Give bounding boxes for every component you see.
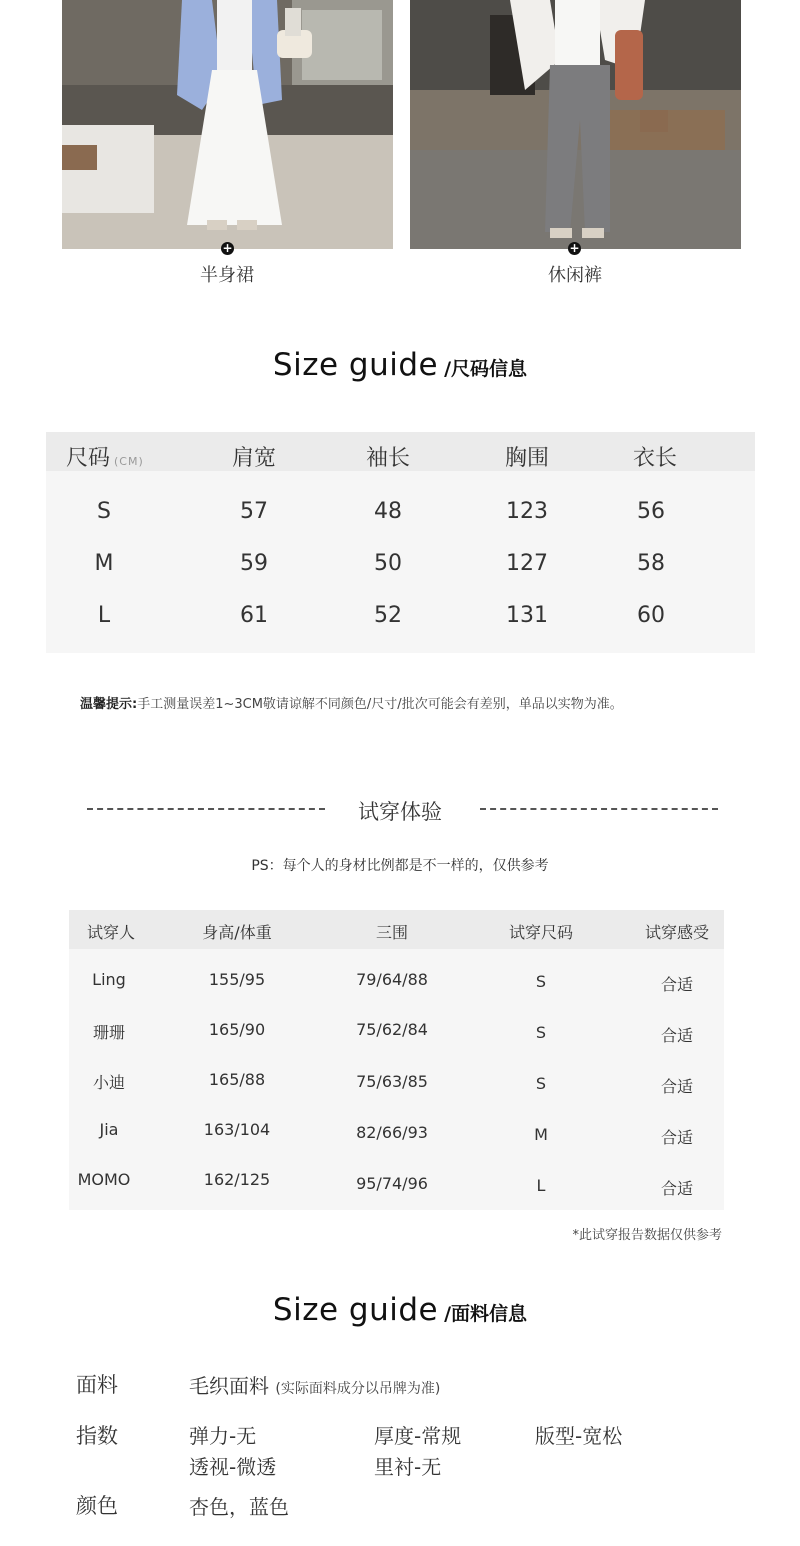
fabric-material-text: 毛织面料: [189, 1374, 269, 1398]
try-row-height-weight: 162/125: [203, 1170, 271, 1189]
unit-label: (CM): [114, 455, 144, 468]
size-row-size: L: [97, 603, 111, 628]
size-header-length: 衣长: [632, 446, 677, 471]
size-row-value: 127: [506, 551, 548, 576]
size-row-value: 57: [240, 499, 268, 524]
try-row-size: S: [535, 1023, 547, 1042]
plus-icon: +: [222, 241, 233, 255]
fabric-color-label: 颜色: [76, 1494, 118, 1518]
size-guide-heading: Size guide: [272, 347, 439, 383]
try-on-title: 试穿体验: [358, 800, 442, 824]
fabric-material-label: 面料: [76, 1373, 118, 1397]
size-guide-title: [0, 347, 800, 383]
try-row-measurements: 75/63/85: [356, 1072, 428, 1091]
size-header-chest: 胸围: [504, 446, 549, 471]
fabric-title: [0, 1292, 800, 1328]
try-row-height-weight: 165/88: [208, 1070, 266, 1089]
try-on-ps: PS：每个人的身材比例都是不一样的，仅供参考: [251, 858, 549, 874]
photo-caption-pants: 休闲裤: [548, 265, 602, 286]
plus-icon: +: [569, 241, 580, 255]
fabric-index-thickness: 厚度-常规: [374, 1424, 462, 1448]
try-row-size: M: [534, 1125, 548, 1144]
try-row-measurements: 95/74/96: [356, 1174, 428, 1193]
fabric-index-fit: 版型-宽松: [535, 1424, 623, 1448]
try-header-size: 试穿尺码: [508, 923, 573, 942]
size-row-value: 131: [506, 603, 548, 628]
try-row-feel: 合适: [660, 1179, 693, 1198]
try-row-height-weight: 163/104: [203, 1120, 271, 1139]
try-row-height-weight: 155/95: [208, 970, 266, 989]
fabric-index-lining: 里衬-无: [374, 1455, 442, 1479]
photo-skirt-outfit: [62, 0, 393, 249]
try-row-feel: 合适: [660, 1077, 693, 1096]
size-table: [46, 432, 755, 653]
try-row-height-weight: 165/90: [208, 1020, 266, 1039]
size-row-value: 48: [374, 499, 402, 524]
size-row-value: 123: [506, 499, 548, 524]
size-row-value: 59: [240, 551, 268, 576]
fabric-color-value: 杏色，蓝色: [189, 1495, 289, 1519]
try-row-measurements: 82/66/93: [356, 1123, 428, 1142]
size-row-value: 56: [637, 499, 665, 524]
size-row-value: 61: [240, 603, 268, 628]
size-row-value: 60: [637, 603, 665, 628]
size-row-value: 50: [374, 551, 402, 576]
photo-caption-skirt: 半身裙: [200, 265, 254, 286]
warm-tip: [80, 693, 623, 712]
size-header-sleeve: 袖长: [365, 446, 410, 471]
try-row-feel: 合适: [660, 975, 693, 994]
size-row-value: 52: [374, 603, 402, 628]
try-row-feel: 合适: [660, 1026, 693, 1045]
fabric-subheading: /面料信息: [444, 1303, 528, 1325]
try-row-person: MOMO: [77, 1170, 131, 1189]
size-header-size: [66, 441, 216, 472]
fabric-index-elasticity: 弹力-无: [189, 1424, 257, 1448]
try-row-person: 珊珊: [92, 1023, 125, 1042]
photo-pants-outfit: [410, 0, 741, 249]
try-row-size: S: [535, 1074, 547, 1093]
try-row-feel: 合适: [660, 1128, 693, 1147]
try-on-note: *此试穿报告数据仅供参考: [572, 1228, 722, 1243]
try-row-person: 小迪: [92, 1073, 125, 1092]
fabric-index-transparency: 透视-微透: [189, 1455, 277, 1479]
try-header-feel: 试穿感受: [644, 923, 709, 942]
warm-tip-text: 手工测量误差1~3CM敬请谅解不同颜色/尺寸/批次可能会有差别，单品以实物为准。: [137, 697, 623, 712]
size-header-shoulder: 肩宽: [231, 446, 276, 471]
size-row-value: 58: [637, 551, 665, 576]
try-header-measurements: 三围: [375, 923, 408, 942]
try-row-person: Ling: [92, 970, 126, 989]
warm-tip-label: 温馨提示:: [80, 697, 138, 712]
try-header-person: 试穿人: [86, 923, 135, 942]
size-row-size: M: [94, 551, 114, 576]
try-row-measurements: 75/62/84: [356, 1020, 428, 1039]
size-guide-subheading: /尺码信息: [444, 358, 528, 380]
fabric-material-value: [189, 1370, 440, 1399]
try-row-size: L: [536, 1176, 546, 1195]
fabric-heading: Size guide: [272, 1292, 439, 1328]
try-row-size: S: [535, 972, 547, 991]
size-header-label: 尺码: [66, 446, 111, 471]
try-row-measurements: 79/64/88: [356, 970, 428, 989]
fabric-material-note: (实际面料成分以吊牌为准): [275, 1381, 441, 1397]
try-on-table: [69, 910, 724, 1210]
try-row-person: Jia: [99, 1120, 119, 1139]
fabric-index-label: 指数: [76, 1424, 118, 1448]
try-header-height-weight: 身高/体重: [202, 923, 272, 942]
size-row-size: S: [97, 499, 111, 524]
